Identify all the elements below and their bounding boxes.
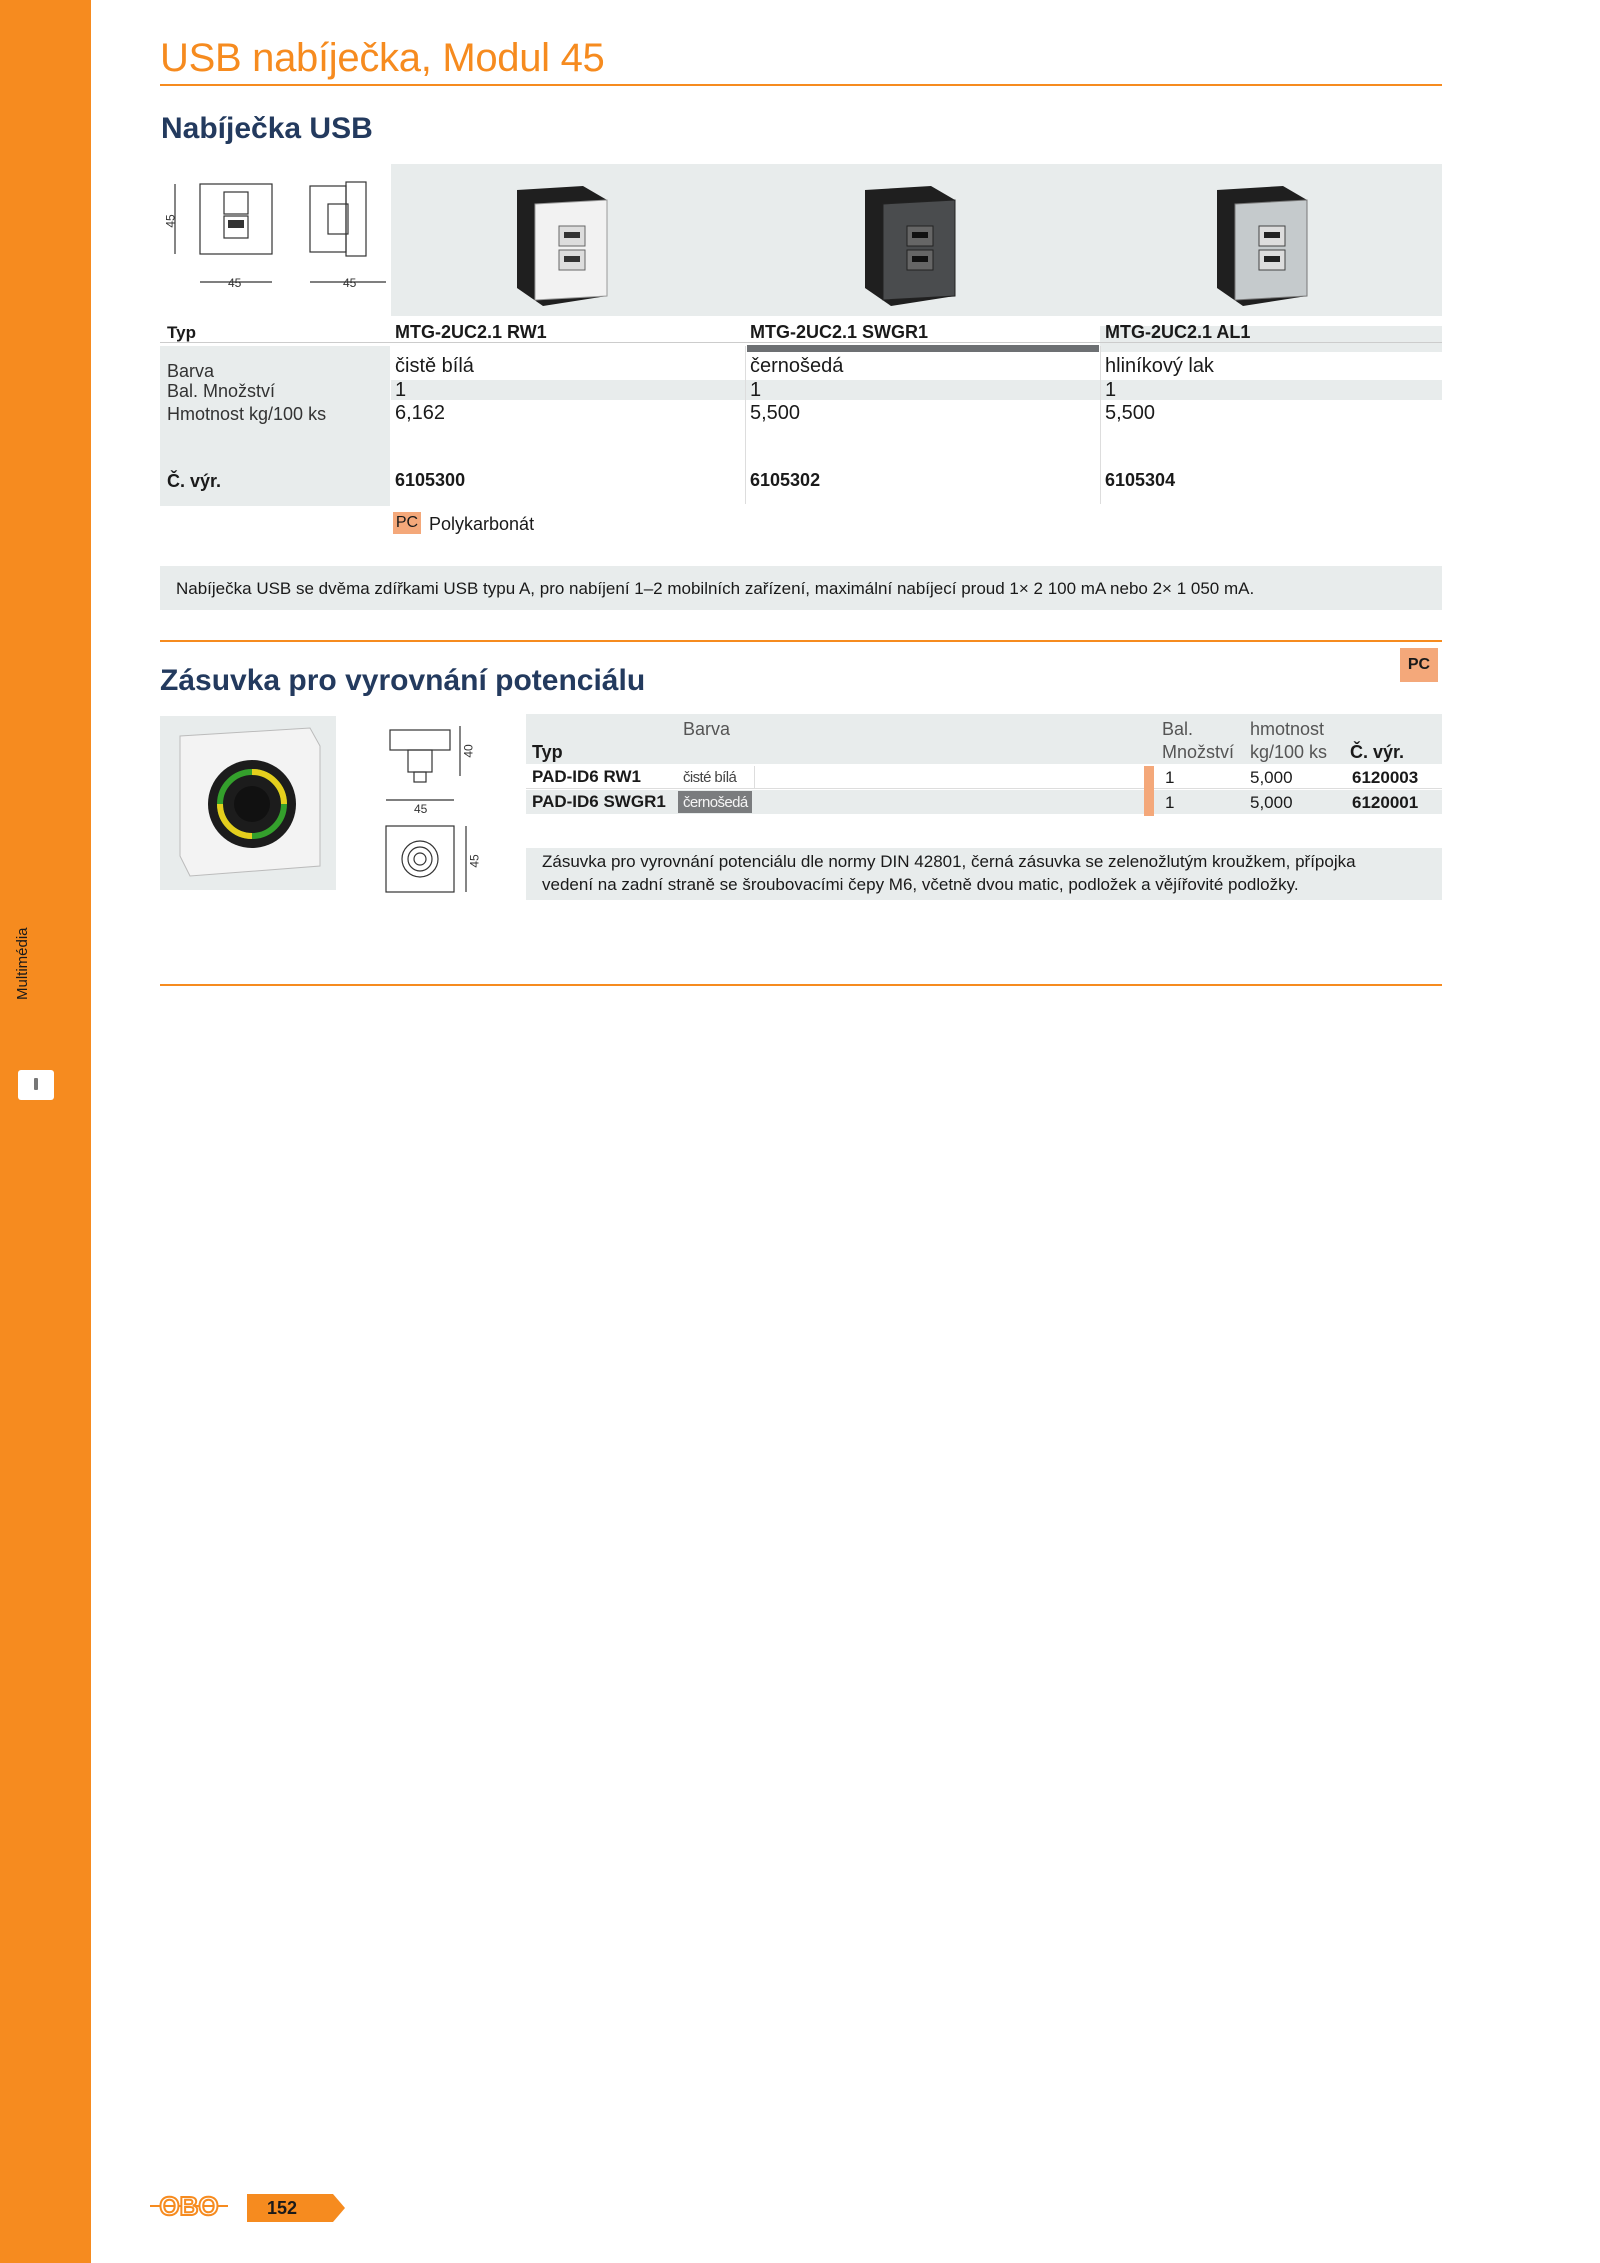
obo-logo <box>150 2191 228 2221</box>
pad-dim-top: 40 <box>461 744 476 758</box>
pad-col-weight-2: kg/100 ks <box>1250 742 1328 762</box>
usb-product-image-aluminium <box>1203 178 1315 314</box>
pad-dim-width: 45 <box>414 802 428 816</box>
usb-material-badge: PC <box>393 512 421 534</box>
pad-material-marker <box>1144 766 1154 816</box>
usb-qty-1: 1 <box>395 379 407 401</box>
usb-technical-drawing <box>160 164 390 314</box>
usb-article-3: 6105304 <box>1105 470 1176 490</box>
usb-article-label: Č. výr. <box>167 471 222 491</box>
usb-color-3: hliníkový lak <box>1105 355 1214 377</box>
usb-type-2: MTG-2UC2.1 SWGR1 <box>750 322 929 342</box>
pad-qty-2: 1 <box>1165 793 1175 812</box>
usb-product-image-blackgrey <box>851 178 963 314</box>
usb-article-2: 6105302 <box>750 470 821 490</box>
usb-type-label: Typ <box>167 323 196 342</box>
side-section-label: Multimédia <box>14 927 31 1000</box>
pad-col-weight-1: hmotnost <box>1250 719 1325 739</box>
pad-description-line-1: Zásuvka pro vyrovnání potenciálu dle normy DIN 42801, černá zásuvka se zelenožlutým kroužkem, přípojka <box>542 852 1356 871</box>
usb-weight-3: 5,500 <box>1105 402 1156 424</box>
pad-qty-1: 1 <box>1165 768 1175 787</box>
side-bar <box>0 0 91 2263</box>
pad-col-article: Č. výr. <box>1350 742 1405 762</box>
usb-material-name: Polykarbonát <box>429 514 535 534</box>
usb-product-image-white <box>503 178 615 314</box>
pad-article-1: 6120003 <box>1352 768 1419 787</box>
section-divider <box>160 640 1442 642</box>
usb-type-1: MTG-2UC2.1 RW1 <box>395 322 547 342</box>
usb-swgr-color-swatch <box>747 345 1099 352</box>
pad-col-type: Typ <box>532 742 563 762</box>
page-number: 152 <box>267 2198 298 2218</box>
pad-color-1: čisté bílá <box>683 769 737 786</box>
usb-col-divider-1 <box>745 346 746 504</box>
usb-color-label: Barva <box>167 361 215 381</box>
pad-type-2: PAD-ID6 SWGR1 <box>532 792 666 811</box>
usb-weight-label: Hmotnost kg/100 ks <box>167 404 327 424</box>
usb-qty-3: 1 <box>1105 379 1117 401</box>
usb-dim-width-side: 45 <box>343 276 357 290</box>
usb-description: Nabíječka USB se dvěma zdířkami USB typu A, pro nabíjení 1–2 mobilních zařízení, maximální nabíjecí proud 1× 2 100 mA nebo 2× 1 050 mA. <box>176 579 1255 598</box>
usb-dim-width-front: 45 <box>228 276 242 290</box>
bottom-divider <box>160 984 1442 986</box>
usb-section-heading: Nabíječka USB <box>161 112 373 145</box>
usb-product-photos <box>391 164 1442 316</box>
usb-weight-2: 5,500 <box>750 402 801 424</box>
pad-weight-2: 5,000 <box>1250 793 1293 812</box>
title-divider <box>160 84 1442 86</box>
multimedia-module-icon <box>18 1070 54 1100</box>
usb-dim-height: 45 <box>163 214 178 228</box>
usb-description-box <box>160 566 1442 610</box>
page-number-tab <box>247 2194 347 2222</box>
usb-col-divider-2 <box>1100 346 1101 504</box>
pad-row-1 <box>526 766 1442 789</box>
pad-product-image <box>160 716 336 890</box>
usb-article-1: 6105300 <box>395 470 466 490</box>
pad-technical-drawing <box>370 716 480 896</box>
pad-description-line-2: vedení na zadní straně se šroubovacími čepy M6, včetně dvou matic, podložek a vějířovité podložky. <box>542 875 1299 894</box>
pad-article-2: 6120001 <box>1352 793 1419 812</box>
pad-col-qty-1: Bal. <box>1162 719 1194 739</box>
usb-qty-2: 1 <box>750 379 762 401</box>
pad-material-badge: PC <box>1400 648 1438 682</box>
usb-weight-1: 6,162 <box>395 402 446 424</box>
page-title: USB nabíječka, Modul 45 <box>160 36 605 80</box>
usb-type-3: MTG-2UC2.1 AL1 <box>1105 322 1251 342</box>
pad-weight-1: 5,000 <box>1250 768 1293 787</box>
pad-col-color: Barva <box>683 719 731 739</box>
pad-type-1: PAD-ID6 RW1 <box>532 767 641 786</box>
usb-qty-row-bg <box>391 380 1442 400</box>
usb-color-1: čistě bílá <box>395 355 474 377</box>
usb-qty-label: Bal. Množství <box>167 381 276 401</box>
pad-section-heading: Zásuvka pro vyrovnání potenciálu <box>160 664 646 697</box>
pad-col-qty-2: Množství <box>1162 742 1235 762</box>
obo-logo-text: OBO <box>159 2191 219 2221</box>
pad-dim-side: 45 <box>467 854 482 868</box>
pad-color-2: černošedá <box>683 794 748 811</box>
usb-color-2: černošedá <box>750 355 844 377</box>
pad-description-box <box>526 848 1442 900</box>
